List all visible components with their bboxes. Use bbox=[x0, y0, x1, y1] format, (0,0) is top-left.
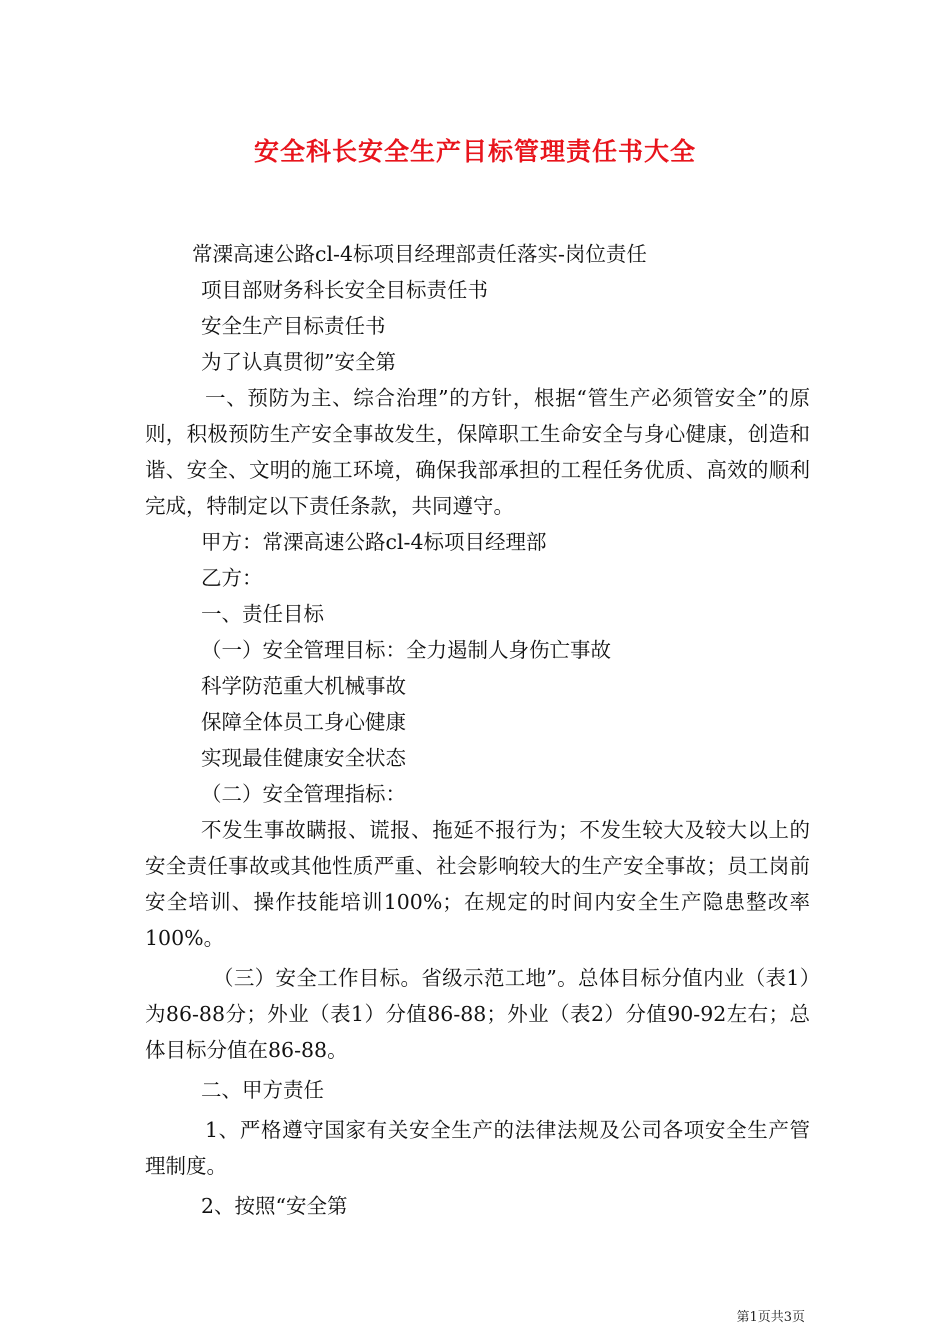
paragraph: 一、责任目标 bbox=[201, 602, 324, 626]
paragraph: 安全生产目标责任书 bbox=[201, 314, 386, 338]
paragraph: 保障全体员工身心健康 bbox=[201, 710, 406, 734]
paragraph: 科学防范重大机械事故 bbox=[201, 674, 406, 698]
paragraph: （二）安全管理指标： bbox=[201, 782, 406, 806]
paragraph: 甲方：常溧高速公路cl-4标项目经理部 bbox=[201, 530, 547, 554]
paragraph: 一、预防为主、综合治理”的方针，根据“管生产必须管安全”的原则，积极预防生产安全事故发生，保障职工生命安全与身心健康，创造和谐、安全、文明的施工环境，确保我部承担的工程任务优质、高效的顺利完成，特制定以下责任条款，共同遵守。 bbox=[145, 386, 810, 518]
paragraph: 乙方： bbox=[201, 566, 263, 590]
paragraph: 实现最佳健康安全状态 bbox=[201, 746, 406, 770]
paragraph: 常溧高速公路cl-4标项目经理部责任落实-岗位责任 bbox=[192, 242, 647, 266]
paragraph: 为了认真贯彻”安全第 bbox=[201, 350, 396, 374]
paragraph: 项目部财务科长安全目标责任书 bbox=[201, 278, 488, 302]
paragraph: （一）安全管理目标：全力遏制人身伤亡事故 bbox=[201, 638, 611, 662]
paragraph: 二、甲方责任 bbox=[201, 1078, 324, 1102]
document-body bbox=[145, 236, 810, 1224]
paragraph: 2、按照“安全第 bbox=[201, 1194, 348, 1218]
paragraph: 不发生事故瞒报、谎报、拖延不报行为；不发生较大及较大以上的安全责任事故或其他性质严重、社会影响较大的生产安全事故；员工岗前安全培训、操作技能培训100%；在规定的时间内安全生产隐患整改率100%。 bbox=[145, 818, 810, 950]
paragraph: 1、严格遵守国家有关安全生产的法律法规及公司各项安全生产管理制度。 bbox=[145, 1118, 810, 1178]
paragraph: （三）安全工作目标。省级示范工地”。总体目标分值内业（表1）为86-88分；外业（表1）分值86-88；外业（表2）分值90-92左右；总体目标分值在86-88。 bbox=[145, 966, 810, 1062]
document-title: 安全科长安全生产目标管理责任书大全 bbox=[253, 137, 696, 166]
page-number: 第1页共3页 bbox=[736, 1310, 805, 1325]
